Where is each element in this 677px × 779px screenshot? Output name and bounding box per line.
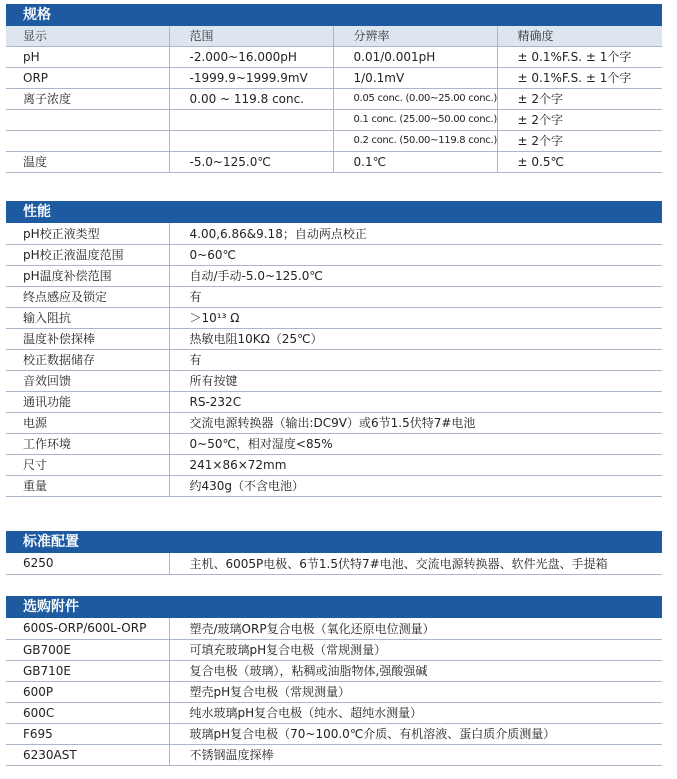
- table-row: [6, 46, 662, 67]
- perf-value: 241×86×72mm: [169, 454, 662, 475]
- table-row: [6, 454, 662, 475]
- table-row: [6, 151, 662, 172]
- perf-label: 终点感应及锁定: [6, 286, 169, 307]
- spec-range: [169, 109, 333, 130]
- spec-resolution: 0.05 conc. (0.00~25.00 conc.): [333, 88, 497, 109]
- spec-accuracy: ± 0.1%F.S. ± 1个字: [497, 46, 662, 67]
- perf-value: 0~50℃，相对湿度<85%: [169, 433, 662, 454]
- perf-label: 音效回馈: [6, 370, 169, 391]
- std-title: 标准配置: [6, 531, 662, 553]
- spec-label: 温度: [6, 151, 169, 172]
- spec-resolution: 0.01/0.001pH: [333, 46, 497, 67]
- table-row: [6, 265, 662, 286]
- perf-value: 热敏电阻10KΩ（25℃）: [169, 328, 662, 349]
- opt-model: 600S-ORP/600L-ORP: [6, 618, 169, 639]
- spec-range: -2.000~16.000pH: [169, 46, 333, 67]
- spec-range: -5.0~125.0℃: [169, 151, 333, 172]
- perf-value: RS-232C: [169, 391, 662, 412]
- opt-desc: 玻璃pH复合电极（70~100.0℃介质、有机溶液、蛋白质介质测量）: [169, 723, 662, 744]
- perf-label: 输入阻抗: [6, 307, 169, 328]
- perf-title: 性能: [6, 201, 662, 223]
- perf-label: pH校正液温度范围: [6, 244, 169, 265]
- spec-accuracy: ± 0.1%F.S. ± 1个字: [497, 67, 662, 88]
- perf-value: 4.00,6.86&9.18；自动两点校正: [169, 223, 662, 244]
- opt-model: 600C: [6, 702, 169, 723]
- table-row: [6, 723, 662, 744]
- table-row: [6, 475, 662, 496]
- std-model: 6250: [6, 553, 169, 574]
- spec-header-row: [6, 26, 662, 46]
- spec-accuracy: ± 2个字: [497, 88, 662, 109]
- table-row: [6, 223, 662, 244]
- table-row: [6, 553, 662, 574]
- opt-model: F695: [6, 723, 169, 744]
- table-row: [6, 618, 662, 639]
- perf-section: [6, 201, 662, 497]
- spec-section: [6, 4, 662, 173]
- table-row: [6, 349, 662, 370]
- table-row: [6, 702, 662, 723]
- table-row: [6, 391, 662, 412]
- header-cell: 范围: [169, 26, 333, 46]
- perf-value: 0~60℃: [169, 244, 662, 265]
- table-row: [6, 412, 662, 433]
- table-row: [6, 109, 662, 130]
- opt-title: 选购附件: [6, 596, 662, 618]
- perf-label: 电源: [6, 412, 169, 433]
- opt-desc: 不锈钢温度探棒: [169, 744, 662, 765]
- opt-desc: 复合电极（玻璃），粘稠或油脂物体,强酸强碱: [169, 660, 662, 681]
- table-row: [6, 88, 662, 109]
- std-contents: 主机、6005P电极、6节1.5伏特7#电池、交流电源转换器、软件光盘、手提箱: [169, 553, 662, 574]
- perf-table: [6, 223, 662, 497]
- spec-table: [6, 26, 662, 173]
- opt-model: GB710E: [6, 660, 169, 681]
- table-row: [6, 286, 662, 307]
- spec-label: ORP: [6, 67, 169, 88]
- perf-label: 校正数据储存: [6, 349, 169, 370]
- std-section: [6, 531, 662, 575]
- opt-table: [6, 618, 662, 766]
- header-cell: 显示: [6, 26, 169, 46]
- perf-value: 有: [169, 286, 662, 307]
- header-cell: 精确度: [497, 26, 662, 46]
- spec-resolution: 0.2 conc. (50.00~119.8 conc.): [333, 130, 497, 151]
- table-row: [6, 130, 662, 151]
- opt-desc: 纯水玻璃pH复合电极（纯水、超纯水测量）: [169, 702, 662, 723]
- perf-label: 工作环境: [6, 433, 169, 454]
- perf-value: 约430g（不含电池）: [169, 475, 662, 496]
- spec-range: 0.00 ~ 119.8 conc.: [169, 88, 333, 109]
- opt-desc: 可填充玻璃pH复合电极（常规测量）: [169, 639, 662, 660]
- table-row: [6, 370, 662, 391]
- table-row: [6, 744, 662, 765]
- spec-label: [6, 109, 169, 130]
- spec-label: pH: [6, 46, 169, 67]
- perf-label: 重量: [6, 475, 169, 496]
- opt-desc: 塑壳/玻璃ORP复合电极（氧化还原电位测量）: [169, 618, 662, 639]
- table-row: [6, 433, 662, 454]
- perf-label: 通讯功能: [6, 391, 169, 412]
- spec-resolution: 0.1℃: [333, 151, 497, 172]
- perf-value: ＞10¹³ Ω: [169, 307, 662, 328]
- spec-title: 规格: [6, 4, 662, 26]
- table-row: [6, 681, 662, 702]
- spec-resolution: 0.1 conc. (25.00~50.00 conc.): [333, 109, 497, 130]
- table-row: [6, 244, 662, 265]
- spec-resolution: 1/0.1mV: [333, 67, 497, 88]
- std-table: [6, 553, 662, 575]
- spec-label: [6, 130, 169, 151]
- header-cell: 分辨率: [333, 26, 497, 46]
- perf-value: 交流电源转换器（输出:DC9V）或6节1.5伏特7#电池: [169, 412, 662, 433]
- perf-value: 自动/手动-5.0~125.0℃: [169, 265, 662, 286]
- perf-label: pH温度补偿范围: [6, 265, 169, 286]
- table-row: [6, 67, 662, 88]
- spec-accuracy: ± 2个字: [497, 130, 662, 151]
- opt-model: GB700E: [6, 639, 169, 660]
- table-row: [6, 307, 662, 328]
- opt-section: [6, 596, 662, 766]
- opt-desc: 塑壳pH复合电极（常规测量）: [169, 681, 662, 702]
- perf-value: 有: [169, 349, 662, 370]
- spec-range: -1999.9~1999.9mV: [169, 67, 333, 88]
- table-row: [6, 639, 662, 660]
- table-row: [6, 328, 662, 349]
- perf-label: 温度补偿探棒: [6, 328, 169, 349]
- spec-label: 离子浓度: [6, 88, 169, 109]
- opt-model: 6230AST: [6, 744, 169, 765]
- perf-label: 尺寸: [6, 454, 169, 475]
- opt-model: 600P: [6, 681, 169, 702]
- spec-accuracy: ± 2个字: [497, 109, 662, 130]
- perf-label: pH校正液类型: [6, 223, 169, 244]
- table-row: [6, 660, 662, 681]
- spec-range: [169, 130, 333, 151]
- perf-value: 所有按键: [169, 370, 662, 391]
- spec-accuracy: ± 0.5℃: [497, 151, 662, 172]
